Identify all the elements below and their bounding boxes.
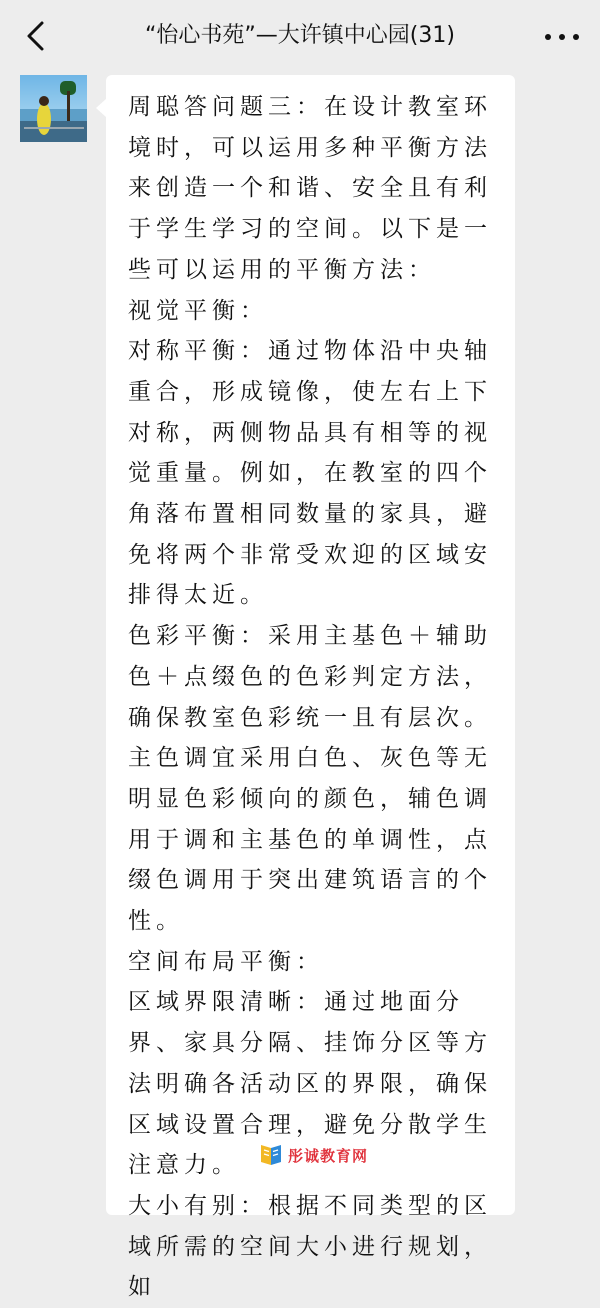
- message-paragraph: 大小有别：根据不同类型的区域所需的空间大小进行规划，如: [128, 1192, 492, 1301]
- more-button[interactable]: [538, 14, 586, 58]
- more-dots-icon: [538, 14, 586, 58]
- message-list[interactable]: [0, 72, 600, 1301]
- chat-header: [0, 0, 600, 72]
- chevron-left-icon: [14, 14, 58, 58]
- avatar-photo: [20, 75, 87, 142]
- message-paragraph: 视觉平衡：: [128, 297, 268, 324]
- message-bubble[interactable]: [106, 75, 515, 1301]
- watermark-text: 彤诚教育网: [288, 1146, 369, 1165]
- message-paragraph: 区域界限清晰：通过地面分界、家具分隔、挂饰分区等方法明确各活动区的界限，确保区域设置合理，避免分散学生注意力。: [128, 989, 492, 1179]
- message-paragraph: 色彩平衡：采用主基色＋辅助色＋点缀色的色彩判定方法，确保教室色彩统一且有层次。主色调宜采用白色、灰色等无明显色彩倾向的颜色，辅色调用于调和主基色的单调性，点缀色调用于突出建筑语言的个性。: [128, 623, 492, 935]
- message-paragraph: 周聪答问题三：在设计教室环境时，可以运用多种平衡方法来创造一个和谐、安全且有利于学生学习的空间。以下是一些可以运用的平衡方法：: [128, 94, 492, 283]
- avatar[interactable]: [20, 75, 87, 142]
- book-logo-icon: [258, 1144, 284, 1166]
- watermark: [258, 1143, 368, 1167]
- message-text: [106, 75, 515, 1308]
- chat-title: “怡心书苑”—大许镇中心园(31): [145, 23, 455, 48]
- back-button[interactable]: [14, 14, 58, 58]
- message-paragraph: 空间布局平衡：: [128, 948, 324, 975]
- message-paragraph: 对称平衡：通过物体沿中央轴重合，形成镜像，使左右上下对称，两侧物品具有相等的视觉重量。例如，在教室的四个角落布置相同数量的家具，避免将两个非常受欢迎的区域安排得太近。: [128, 338, 492, 609]
